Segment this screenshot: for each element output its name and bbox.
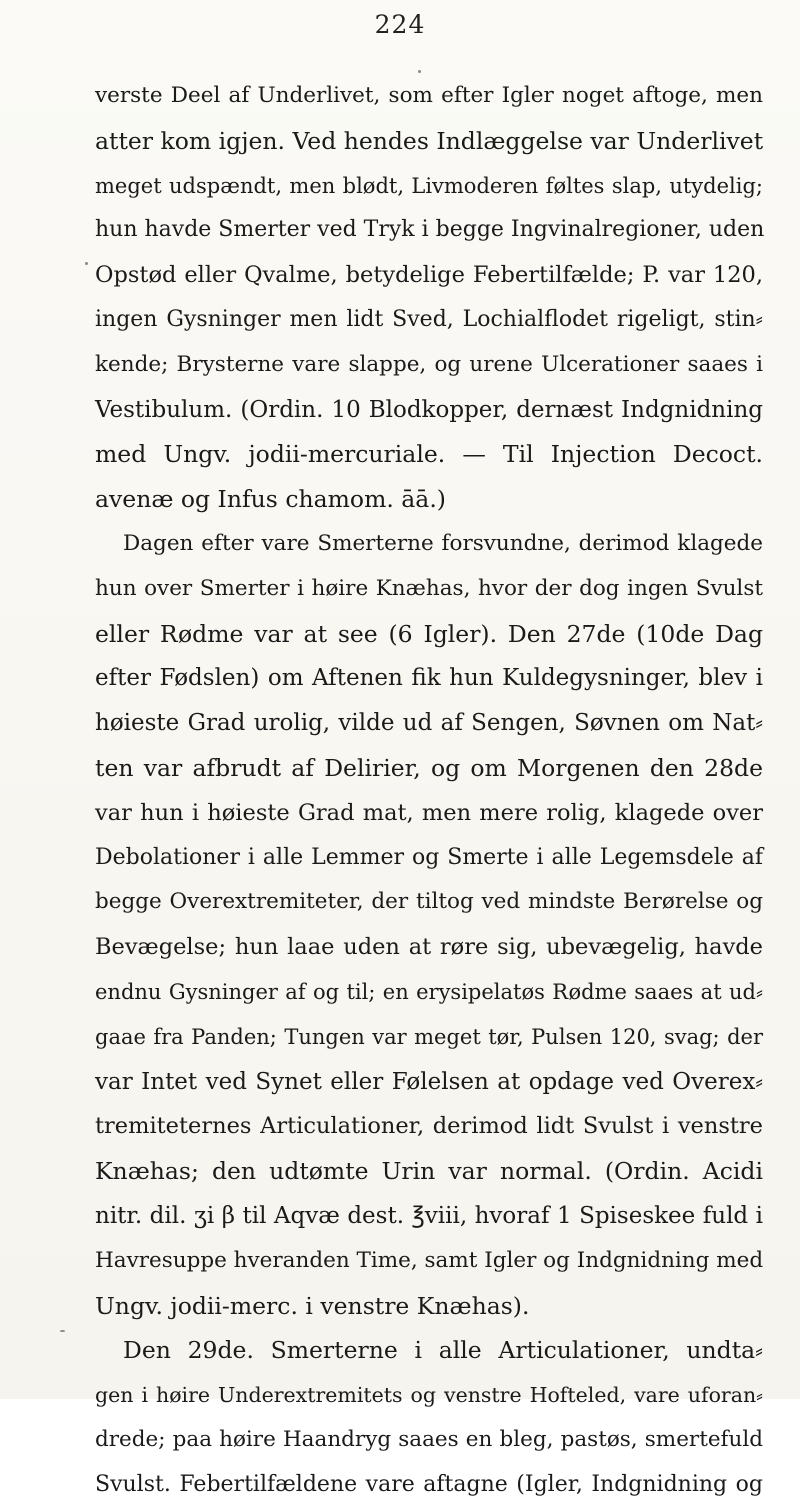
text-line: avenæ og Infus chamom. āā.) (95, 485, 446, 514)
text-line: endnu Gysninger af og til; en erysipelatøs Rødme saaes at ud⸗ (95, 979, 763, 1004)
text-line: efter Fødslen) om Aftenen fik hun Kuldegysninger, blev i (95, 665, 763, 692)
text-line: tremiteternes Articulationer, derimod lidt Svulst i venstre (95, 1113, 763, 1140)
text-line: gaae fra Panden; Tungen var meget tør, Pulsen 120, svag; der (95, 1024, 763, 1049)
paper-speck (60, 1330, 65, 1332)
text-line: Den 29de. Smerterne i alle Articulationer, undta⸗ (123, 1336, 763, 1365)
text-line: eller Rødme var at see (6 Igler). Den 27de (10de Dag (95, 619, 763, 648)
text-line: Debolationer i alle Lemmer og Smerte i alle Legemsdele af (95, 844, 763, 870)
text-line: ten var afbrudt af Delirier, og om Morgenen den 28de (95, 753, 763, 782)
text-line: med Ungv. jodii-mercuriale. — Til Injection Decoct. (95, 440, 763, 469)
text-line: Knæhas; den udtømte Urin var normal. (Ordin. Acidi (95, 1157, 763, 1186)
text-line: begge Overextremiteter, der tiltog ved mindste Berørelse og (95, 889, 763, 915)
text-line: meget udspændt, men blødt, Livmoderen føltes slap, utydelig; (95, 173, 763, 198)
text-line: Havresuppe hveranden Time, samt Igler og Indgnidning med (95, 1247, 764, 1273)
text-line: gen i høire Underextremitets og venstre Hofteled, vare uforan⸗ (95, 1383, 763, 1408)
text-line: Svulst. Febertilfældene vare aftagne (Igler, Indgnidning og (95, 1471, 763, 1497)
text-line: Opstød eller Qvalme, betydelige Febertilfælde; P. var 120, (95, 262, 763, 289)
text-line: var Intet ved Synet eller Følelsen at opdage ved Overex⸗ (95, 1068, 763, 1095)
paper-speck (85, 262, 88, 265)
text-line: kende; Brysterne vare slappe, og urene Ulcerationer saaes i (95, 351, 763, 377)
body-text (95, 74, 763, 1508)
text-line: verste Deel af Underlivet, som efter Igler noget aftoge, men (95, 83, 763, 108)
text-line: Dagen efter vare Smerterne forsvundne, derimod klagede (123, 530, 763, 556)
text-line: høieste Grad urolig, vilde ud af Sengen, Søvnen om Nat⸗ (95, 710, 763, 737)
text-line: ingen Gysninger men lidt Sved, Lochialflodet rigeligt, stin⸗ (95, 306, 763, 332)
text-line: atter kom igjen. Ved hendes Indlæggelse var Underlivet (95, 126, 764, 155)
text-line: hun havde Smerter ved Tryk i begge Ingvinalregioner, uden (95, 217, 765, 243)
paper-speck (418, 70, 421, 73)
text-line: Vestibulum. (Ordin. 10 Blodkopper, dernæst Indgnidning (95, 396, 763, 423)
text-line: hun over Smerter i høire Knæhas, hvor der dog ingen Svulst (95, 575, 763, 601)
text-line: Ungv. jodii-merc. i venstre Knæhas). (95, 1291, 530, 1320)
text-line: Bevægelse; hun laae uden at røre sig, ubevægelig, havde (95, 934, 763, 961)
text-line: drede; paa høire Haandryg saaes en bleg, pastøs, smertefuld (95, 1426, 763, 1452)
page-number: 224 (374, 10, 426, 39)
text-line: var hun i høieste Grad mat, men mere rolig, klagede over (95, 799, 763, 826)
text-line: nitr. dil. ʒi β til Aqvæ dest. ℥viii, hvoraf 1 Spiseskee fuld i (95, 1202, 763, 1229)
